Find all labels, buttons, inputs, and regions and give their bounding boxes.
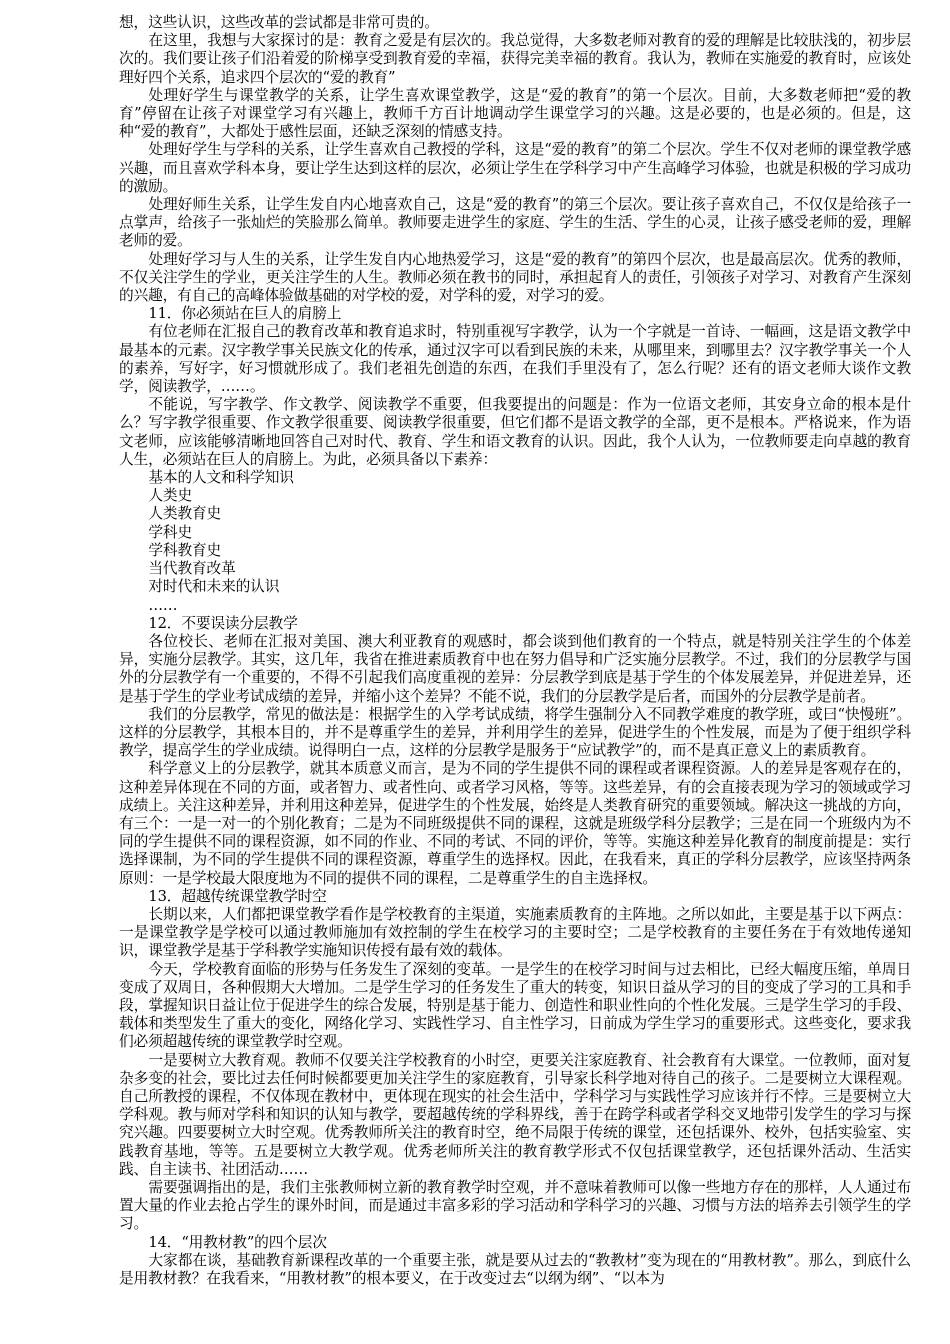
paragraph: 在这里，我想与大家探讨的是：教育之爱是有层次的。我总觉得，大多数老师对教育的爱的理解是比较肤浅的，初步层次的。我们要让孩子们沿着爱的阶梯享受到教育爱的幸福，获得完美幸福的教育。我认为，教师在实施爱的教育时，应该处理好四个关系，追求四个层次的“爱的教育” <box>119 32 911 86</box>
paragraph: 我们的分层教学，常见的做法是：根据学生的入学考试成绩，将学生强制分入不同教学难度的教学班，或曰“快慢班”。这样的分层教学，其根本目的，并不是尊重学生的差异，并利用学生的差异，促进学生的个性发展，而是为了便于组织学科教学，提高学生的学业成绩。说得明白一点，这样的分层教学是服务于“应试教学”的，而不是真正意义上的素质教育。 <box>119 705 911 760</box>
list-item: 人类教育史 <box>148 505 222 523</box>
paragraph: 各位校长、老师在汇报对美国、澳大利亚教育的观感时，都会谈到他们教育的一个特点，就是特别关注学生的个体差异，实施分层教学。其实，这几年，我省在推进素质教育中也在努力倡导和广泛实施分层教学。不过，我们的分层教学与国外的分层教学有一个重要的，不得不引起我们高度重视的差异：分层教学到底是基于学生的个体发展差异，并促进差异，还是基于学生的学业考试成绩的差异，并缩小这个差异？不能不说，我们的分层教学是后者，而国外的分层教学是前者。 <box>119 632 911 705</box>
paragraph: 需要强调指出的是，我们主张教师树立新的教育教学时空观，并不意味着教师可以像一些地方存在的那样，人人通过布置大量的作业去抢占学生的课外时间，而是通过丰富多彩的学习活动和学科学习的兴趣、习惯与方法的培养去引领学生的学习。 <box>119 1179 911 1233</box>
paragraph: 处理好学生与课堂教学的关系，让学生喜欢课堂教学，这是“爱的教育”的第一个层次。目前，大多数老师把“爱的教育”停留在让孩子对课堂学习有兴趣上，教师千方百计地调动学生课堂学习的兴趣。这是必要的，也是必须的。但是，这种“爱的教育”，大都处于感性层面，还缺乏深刻的情感支持。 <box>119 86 911 141</box>
list-item: 学科教育史 <box>148 541 222 559</box>
paragraph: 不能说，写字教学、作文教学、阅读教学不重要，但我要提出的问题是：作为一位语文老师，其安身立命的根本是什么？写字教学很重要、作文教学很重要、阅读教学很重要，但它们都不是语文教学的全部，更不是根本。严格说来，作为语文老师，应该能够清晰地回答自己对时代、教育、学生和语文教育的认识。因此，我个人认为，一位教师要走向卓越的教育人生，必须站在巨人的肩膀上。为此，必须具备以下素养： <box>119 396 911 468</box>
paragraph: 11．你必须站在巨人的肩膀上 <box>148 305 342 323</box>
paragraph: 今天，学校教育面临的形势与任务发生了深刻的变革。一是学生的在校学习时间与过去相比，已经大幅度压缩，单周日变成了双周日，各种假期大大增加。二是学生学习的任务发生了重大的转变，知识日益从学习的目的变成了学习的工具和手段，掌握知识日益让位于促进学生的综合发展，特别是基于能力、创造性和职业性向的个性化发展。三是学生学习的手段、载体和类型发生了重大的变化，网络化学习、实践性学习、自主性学习，日前成为学生学习的重要形式。这些变化，要求我们必须超越传统的课堂教学时空观。 <box>119 960 911 1051</box>
list-item: 学科史 <box>148 523 193 541</box>
paragraph: 14．“用教材教”的四个层次 <box>148 1233 327 1251</box>
list-item: 人类史 <box>148 487 193 505</box>
paragraph: 12．不要误读分层教学 <box>148 614 298 632</box>
paragraph: 处理好学习与人生的关系，让学生发自内心地热爱学习，这是“爱的教育”的第四个层次，也是最高层次。优秀的教师，不仅关注学生的学业，更关注学生的人生。教师必须在教书的同时，承担起育人的责任，引领孩子对学习、对教育产生深刻的兴趣，有自己的高峰体验做基础的对学校的爱，对学科的爱，对学习的爱。 <box>119 250 911 305</box>
paragraph: 有位老师在汇报自己的教育改革和教育追求时，特别重视写字教学，认为一个字就是一首诗、一幅画，这是语文教学中最基本的元素。汉字教学事关民族文化的传承，通过汉字可以看到民族的未来，从哪里来，到哪里去？汉字教学事关一个人的素养，写好字，好习惯就形成了。我们老祖先创造的东西，在我们手里没有了，怎么行呢？还有的语文老师大谈作文教学，阅读教学，……。 <box>119 323 911 396</box>
list-item: 当代教育改革 <box>148 560 236 578</box>
paragraph: 大家都在谈，基础教育新课程改革的一个重要主张，就是要从过去的“教教材”变为现在的“用教材教”。那么，到底什么是用教材教？在我看来，“用教材教”的根本要义，在于改变过去“以纲为纲”、“以本为 <box>119 1251 911 1288</box>
document-page <box>119 14 911 1288</box>
paragraph: 想，这些认识，这些改革的尝试都是非常可贵的。 <box>119 14 439 31</box>
list-item: 对时代和未来的认识 <box>148 578 280 596</box>
paragraph: 长期以来，人们都把课堂教学看作是学校教育的主渠道，实施素质教育的主阵地。之所以如此，主要是基于以下两点：一是课堂教学是学校可以通过教师施加有效控制的学生在校学习的主要时空；二是学校教育的主要任务在于有效地传递知识，课堂教学是基于学科教学实施知识传授有最有效的载体。 <box>119 905 911 960</box>
paragraph: 科学意义上的分层教学，就其本质意义而言，是为不同的学生提供不同的课程或者课程资源。人的差异是客观存在的，这种差异体现在不同的方面，或者智力、或者性向、或者学习风格，等等。这些差异，有的会直接表现为学习的领域或学习成绩上。关注这种差异，并利用这种差异，促进学生的个性发展，始终是人类教育研究的重要领域。解决这一挑战的方向，有三个：一是一对一的个别化教育；二是为不同班级提供不同的课程，这就是班级学科分层教学；三是在同一个班级内为不同的学生提供不同的课程资源，如不同的作业、不同的考试、不同的评价，等等。实施这种差异化教育的制度前提是：实行选择课制，为不同的学生提供不同的课程资源，尊重学生的选择权。因此，在我看来，真正的学科分层教学，应该坚持两条原则：一是学校最大限度地为不同的提供不同的课程，二是尊重学生的自主选择权。 <box>119 760 911 887</box>
list-item: 基本的人文和科学知识 <box>148 469 294 487</box>
list-item: …… <box>148 596 178 614</box>
paragraph: 一是要树立大教育观。教师不仅要关注学校教育的小时空，更要关注家庭教育、社会教育有大课堂。一位教师，面对复杂多变的社会，要比过去任何时候都要更加关注学生的家庭教育，引导家长科学地对待自己的孩子。二是要树立大课程观。自己所教授的课程，不仅体现在教材中，更体现在现实的社会生活中，学科学习与实践性学习应该并行不悖。三是要树立大学科观。教与师对学科和知识的认知与教学，要超越传统的学科界线，善于在跨学科或者学科交叉地带引发学生的学习与探究兴趣。四要要树立大时空观。优秀教师所关注的教育时空，绝不局限于传统的课堂，还包括课外、校外，包括实验室、实践教育基地，等等。五是要树立大教学观。优秀老师所关注的教育教学形式不仅包括课堂教学，还包括课外活动、生活实践、自主读书、社团活动…… <box>119 1051 911 1178</box>
paragraph: 13．超越传统课堂教学时空 <box>148 887 327 905</box>
paragraph: 处理好学生与学科的关系，让学生喜欢自己教授的学科，这是“爱的教育”的第二个层次。学生不仅对老师的课堂教学感兴趣，而且喜欢学科本身，要让学生达到这样的层次，必须让学生在学科学习中产生高峰学习体验，也就是积极的学习成功的激励。 <box>119 141 911 195</box>
paragraph: 处理好师生关系，让学生发自内心地喜欢自己，这是“爱的教育”的第三个层次。要让孩子喜欢自己，不仅仅是给孩子一点掌声，给孩子一张灿烂的笑脸那么简单。教师要走进学生的家庭、学生的生活、学生的心灵，让孩子感受老师的爱，理解老师的爱。 <box>119 196 911 250</box>
